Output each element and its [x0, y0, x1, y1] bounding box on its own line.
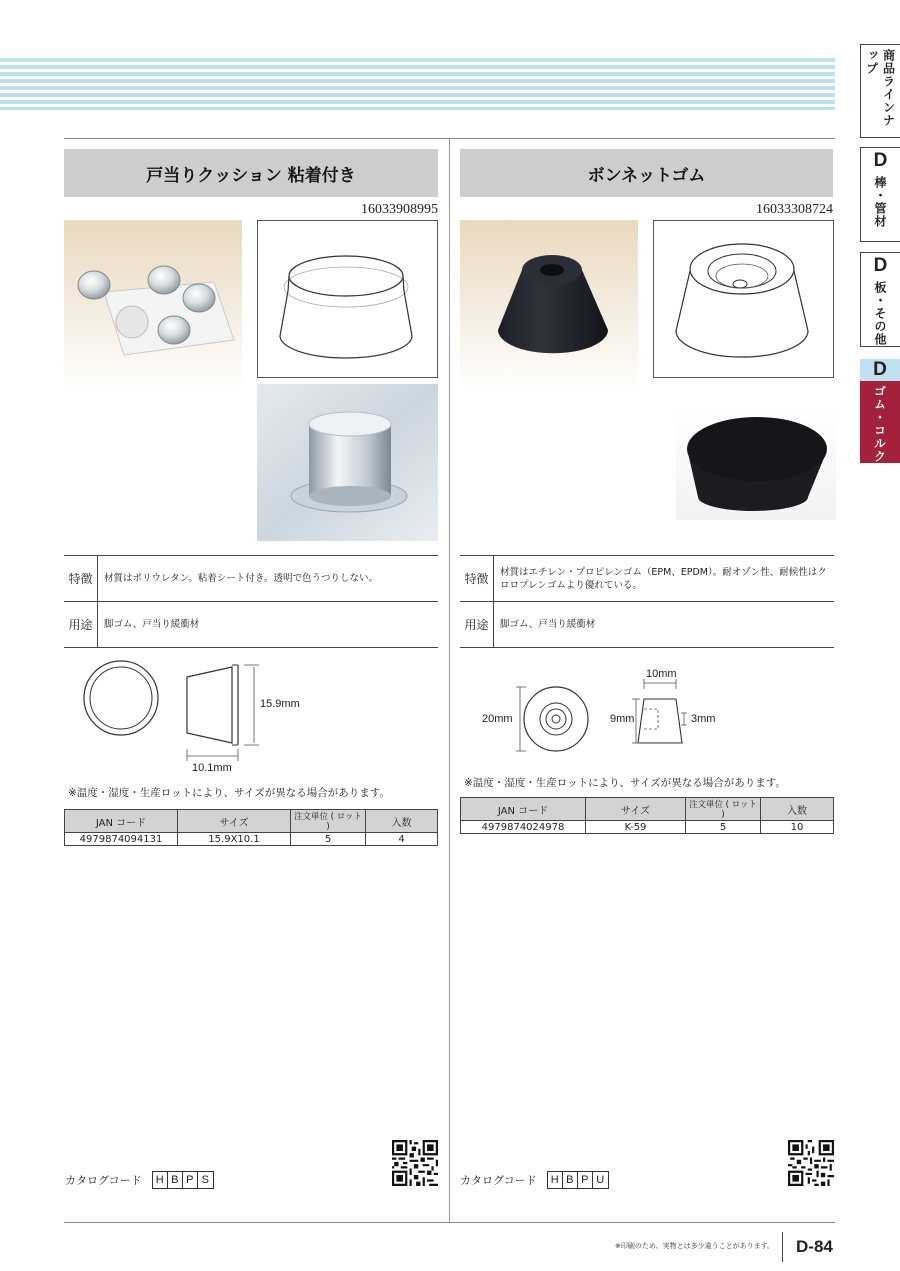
jan-code: 4979874094131 [65, 833, 178, 846]
dim-height-label: 15.9mm [260, 698, 300, 710]
product-title: ボンネットゴム [460, 149, 833, 197]
page-number: D-84 [796, 1237, 833, 1256]
tab-rods-pipes[interactable] [860, 147, 900, 242]
catalog-label: カタログコード [460, 1174, 537, 1187]
spec-value: 材質はエチレン・プロピレンゴム（EPM、EPDM）。耐オゾン性、耐候性はクロロプレンゴムより優れている。 [500, 566, 827, 591]
tab-letter: D [873, 255, 888, 276]
footer-separator [782, 1232, 783, 1262]
catalog-char: B [563, 1172, 578, 1188]
size: K-59 [586, 821, 686, 834]
tab-label: ゴム・コルク [872, 385, 887, 463]
product-closeup-photo [257, 384, 438, 541]
spec-label: 用途 [460, 602, 494, 647]
dim-width-label: 10.1mm [192, 762, 232, 774]
jan-table [64, 809, 438, 846]
col-header: JAN コード [65, 810, 178, 833]
catalog-code [65, 1171, 214, 1189]
size-note: ※温度・湿度・生産ロットにより、サイズが異なる場合があります。 [464, 777, 786, 789]
tab-rubber-cork[interactable] [860, 357, 900, 463]
catalog-char: H [153, 1172, 168, 1188]
product-title: 戸当りクッション 粘着付き [64, 149, 438, 197]
col-header: JAN コード [461, 798, 586, 821]
spec-row-usage [460, 601, 834, 648]
product-code: 16033908995 [361, 202, 438, 217]
size: 15.9X10.1 [178, 833, 291, 846]
col-header: 入数 [366, 810, 438, 833]
tab-plates-other[interactable] [860, 252, 900, 347]
quantity: 4 [366, 833, 438, 846]
size-note: ※温度・湿度・生産ロットにより、サイズが異なる場合があります。 [68, 787, 390, 799]
product-code: 16033308724 [756, 202, 833, 217]
column-divider [449, 138, 450, 1222]
dimension-drawing [64, 655, 438, 775]
qr-code[interactable] [392, 1140, 438, 1186]
product-bottom-photo [676, 405, 836, 520]
tab-label: 棒・管材 [873, 176, 887, 228]
dim-top-label: 10mm [646, 668, 677, 680]
lot: 5 [686, 821, 761, 834]
product-line-drawing [654, 221, 833, 377]
col-header: サイズ [178, 810, 291, 833]
tab-letter: D [860, 359, 900, 381]
product-line-drawing [258, 221, 437, 377]
jan-code: 4979874024978 [461, 821, 586, 834]
spec-value: 材質はポリウレタン。粘着シート付き。透明で色うつりしない。 [104, 573, 378, 584]
spec-label: 用途 [64, 602, 98, 647]
dimension-drawing [460, 665, 834, 775]
catalog-code [460, 1171, 609, 1189]
spec-row-feature [64, 555, 438, 601]
tab-label: 商品ラインナップ [864, 49, 896, 127]
line-drawing-box [257, 220, 438, 378]
spec-value: 脚ゴム、戸当り緩衝材 [104, 619, 200, 630]
col-header: 注文単位 ( ロット ) [686, 798, 761, 821]
col-header: サイズ [586, 798, 686, 821]
bottom-rule [64, 1222, 835, 1223]
product-photo [64, 220, 242, 390]
line-drawing-box [653, 220, 834, 378]
spec-label: 特徴 [460, 556, 494, 601]
header-stripes [0, 58, 835, 110]
tab-label-bg [860, 381, 900, 463]
catalog-char: U [596, 1174, 605, 1186]
jan-table [460, 797, 834, 834]
table-row [65, 833, 438, 846]
dim-hole-label: 3mm [691, 713, 716, 725]
print-note: ※印刷のため、実物とは多少違うことがあります。 [615, 1242, 775, 1250]
dim-diameter-label: 20mm [482, 713, 513, 725]
tab-letter: D [873, 150, 888, 171]
col-header: 入数 [761, 798, 834, 821]
product-photo [460, 220, 638, 390]
qr-code[interactable] [788, 1140, 834, 1186]
spec-value: 脚ゴム、戸当り緩衝材 [500, 619, 596, 630]
spec-row-feature [460, 555, 834, 601]
catalog-label: カタログコード [65, 1174, 142, 1187]
catalog-char: P [578, 1172, 593, 1188]
spec-label: 特徴 [64, 556, 98, 601]
dim-height-label: 9mm [610, 713, 635, 725]
quantity: 10 [761, 821, 834, 834]
catalog-char: S [201, 1174, 209, 1186]
col-header: 注文単位 ( ロット ) [291, 810, 366, 833]
table-row [461, 821, 834, 834]
tab-product-lineup[interactable] [860, 44, 900, 138]
lot: 5 [291, 833, 366, 846]
catalog-char: H [548, 1172, 563, 1188]
spec-row-usage [64, 601, 438, 648]
catalog-char: B [168, 1172, 183, 1188]
catalog-char: P [183, 1172, 198, 1188]
tab-label: 板・その他 [873, 281, 887, 346]
